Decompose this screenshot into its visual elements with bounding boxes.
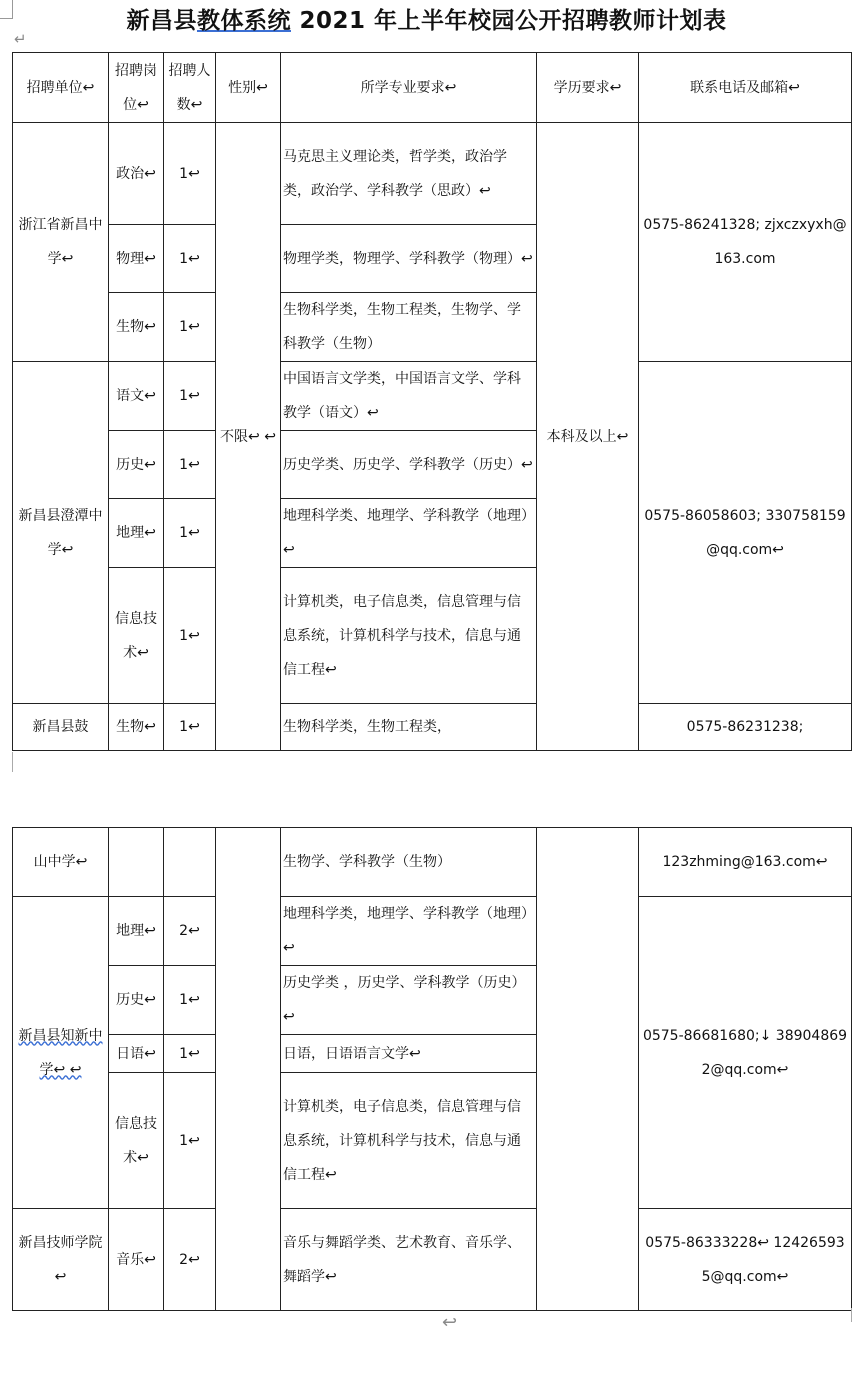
major-cell: 生物科学类，生物工程类， [281,704,537,751]
header-count: 招聘人数↩ [164,53,216,123]
count-cell: 1↩ [164,1073,216,1209]
contact-xinchang: 0575-86241328; zjxczxyxh@163.com [639,123,852,362]
table-row [13,123,852,225]
major-cell: 中国语言文学类，中国语言文学、学科教学（语文）↩ [281,362,537,431]
post-cell [109,828,164,897]
count-cell [164,828,216,897]
count-cell: 1↩ [164,225,216,293]
header-major: 所学专业要求↩ [281,53,537,123]
edu-cell: 本科及以上↩ [537,123,639,751]
post-cell: 物理↩ [109,225,164,293]
unit-jishi: 新昌技师学院↩ [13,1209,109,1311]
header-contact: 联系电话及邮箱↩ [639,53,852,123]
gender-cell-continued [216,828,281,1311]
header-row [13,53,852,123]
header-gender: 性别↩ [216,53,281,123]
recruitment-table-page-1 [12,52,852,751]
post-cell: 语文↩ [109,362,164,431]
post-cell: 政治↩ [109,123,164,225]
count-cell: 1↩ [164,123,216,225]
header-unit: 招聘单位↩ [13,53,109,123]
post-cell: 日语↩ [109,1035,164,1073]
count-cell: 1↩ [164,568,216,704]
count-cell: 2↩ [164,1209,216,1311]
header-post: 招聘岗位↩ [109,53,164,123]
post-cell: 地理↩ [109,897,164,966]
post-cell: 信息技术↩ [109,1073,164,1209]
table-row [13,897,852,966]
page-break-mark [12,752,13,772]
contact-gushan-top: 0575-86231238; [639,704,852,751]
table-row [13,704,852,751]
table-row [13,1209,852,1311]
major-cell: 音乐与舞蹈学类、艺术教育、音乐学、舞蹈学↩ [281,1209,537,1311]
major-cell: 地理科学类、地理学、学科教学（地理）↩ [281,499,537,568]
major-cell: 生物科学类，生物工程类，生物学、学科教学（生物） [281,293,537,362]
major-cell: 马克思主义理论类，哲学类，政治学类，政治学、学科教学（思政）↩ [281,123,537,225]
table-row [13,828,852,897]
major-cell: 历史学类 ，历史学、学科教学（历史）↩ [281,966,537,1035]
paragraph-mark: ↩ [442,1312,458,1333]
post-cell: 音乐↩ [109,1209,164,1311]
return-mark: ↵ [14,30,27,48]
count-cell: 1↩ [164,1035,216,1073]
post-cell: 生物↩ [109,704,164,751]
page-corner-mark [851,1308,852,1322]
count-cell: 1↩ [164,966,216,1035]
major-cell: 日语，日语语言文学↩ [281,1035,537,1073]
post-cell: 历史↩ [109,966,164,1035]
post-cell: 生物↩ [109,293,164,362]
count-cell: 2↩ [164,897,216,966]
unit-zhixin: 新昌县知新中学↩ ↩ [13,897,109,1209]
post-cell: 历史↩ [109,431,164,499]
post-cell: 信息技术↩ [109,568,164,704]
count-cell: 1↩ [164,362,216,431]
count-cell: 1↩ [164,293,216,362]
contact-zhixin: 0575-86681680;↓ 389048692@qq.com↩ [639,897,852,1209]
count-cell: 1↩ [164,704,216,751]
count-cell: 1↩ [164,431,216,499]
recruitment-table-page-2 [12,827,852,1311]
unit-xinchang: 浙江省新昌中学↩ [13,123,109,362]
count-cell: 1↩ [164,499,216,568]
gender-cell: 不限↩ ↩ [216,123,281,751]
header-edu: 学历要求↩ [537,53,639,123]
unit-chengtan: 新昌县澄潭中学↩ [13,362,109,704]
major-cell: 计算机类，电子信息类，信息管理与信息系统，计算机科学与技术，信息与通信工程↩ [281,1073,537,1209]
major-cell: 生物学、学科教学（生物） [281,828,537,897]
major-cell: 地理科学类，地理学、学科教学（地理）↩ [281,897,537,966]
major-cell: 历史学类、历史学、学科教学（历史）↩ [281,431,537,499]
post-cell: 地理↩ [109,499,164,568]
major-cell: 物理学类，物理学、学科教学（物理）↩ [281,225,537,293]
contact-jishi: 0575-86333228↩ 124265935@qq.com↩ [639,1209,852,1311]
unit-gushan-top: 新昌县鼓 [13,704,109,751]
table-row [13,362,852,431]
major-cell: 计算机类，电子信息类，信息管理与信息系统，计算机科学与技术，信息与通信工程↩ [281,568,537,704]
unit-gushan-bottom: 山中学↩ [13,828,109,897]
edu-cell-continued [537,828,639,1311]
contact-chengtan: 0575-86058603; 330758159@qq.com↩ [639,362,852,704]
contact-gushan-bottom: 123zhming@163.com↩ [639,828,852,897]
page-title: 新昌县教体系统 2021 年上半年校园公开招聘教师计划表 [126,8,727,34]
